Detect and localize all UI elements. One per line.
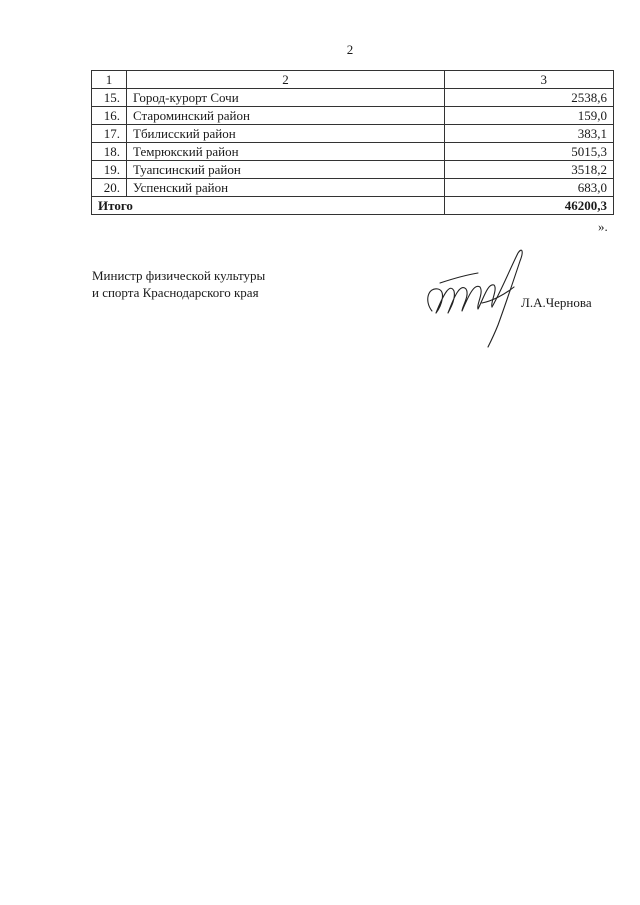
district-name: Туапсинский район <box>127 161 445 179</box>
data-table <box>91 70 614 215</box>
amount-value: 5015,3 <box>445 143 614 161</box>
row-number: 15. <box>92 89 127 107</box>
page-number: 2 <box>346 42 354 57</box>
amount-value: 383,1 <box>445 125 614 143</box>
signer-title <box>92 267 265 301</box>
amount-value: 683,0 <box>445 179 614 197</box>
amount-value: 3518,2 <box>445 161 614 179</box>
total-label: Итого <box>92 197 445 215</box>
row-number: 18. <box>92 143 127 161</box>
district-name: Успенский район <box>127 179 445 197</box>
signer-name: Л.А.Чернова <box>521 295 592 310</box>
header-col-2: 2 <box>127 71 445 89</box>
table-row <box>92 125 614 143</box>
row-number: 19. <box>92 161 127 179</box>
closing-quote-mark: ». <box>598 219 608 234</box>
amount-value: 159,0 <box>445 107 614 125</box>
table-row <box>92 179 614 197</box>
total-row <box>92 197 614 215</box>
table-row <box>92 161 614 179</box>
row-number: 17. <box>92 125 127 143</box>
header-col-1: 1 <box>92 71 127 89</box>
district-name: Староминский район <box>127 107 445 125</box>
row-number: 16. <box>92 107 127 125</box>
table-header-row <box>92 71 614 89</box>
total-value: 46200,3 <box>445 197 614 215</box>
handwritten-signature <box>418 243 530 349</box>
row-number: 20. <box>92 179 127 197</box>
table-row <box>92 143 614 161</box>
table-row <box>92 107 614 125</box>
header-col-3: 3 <box>445 71 614 89</box>
signer-title-line-2: и спорта Краснодарского края <box>92 285 259 300</box>
amount-value: 2538,6 <box>445 89 614 107</box>
district-name: Город-курорт Сочи <box>127 89 445 107</box>
district-name: Темрюкский район <box>127 143 445 161</box>
signer-title-line-1: Министр физической культуры <box>92 268 266 283</box>
table-row <box>92 89 614 107</box>
district-name: Тбилисский район <box>127 125 445 143</box>
